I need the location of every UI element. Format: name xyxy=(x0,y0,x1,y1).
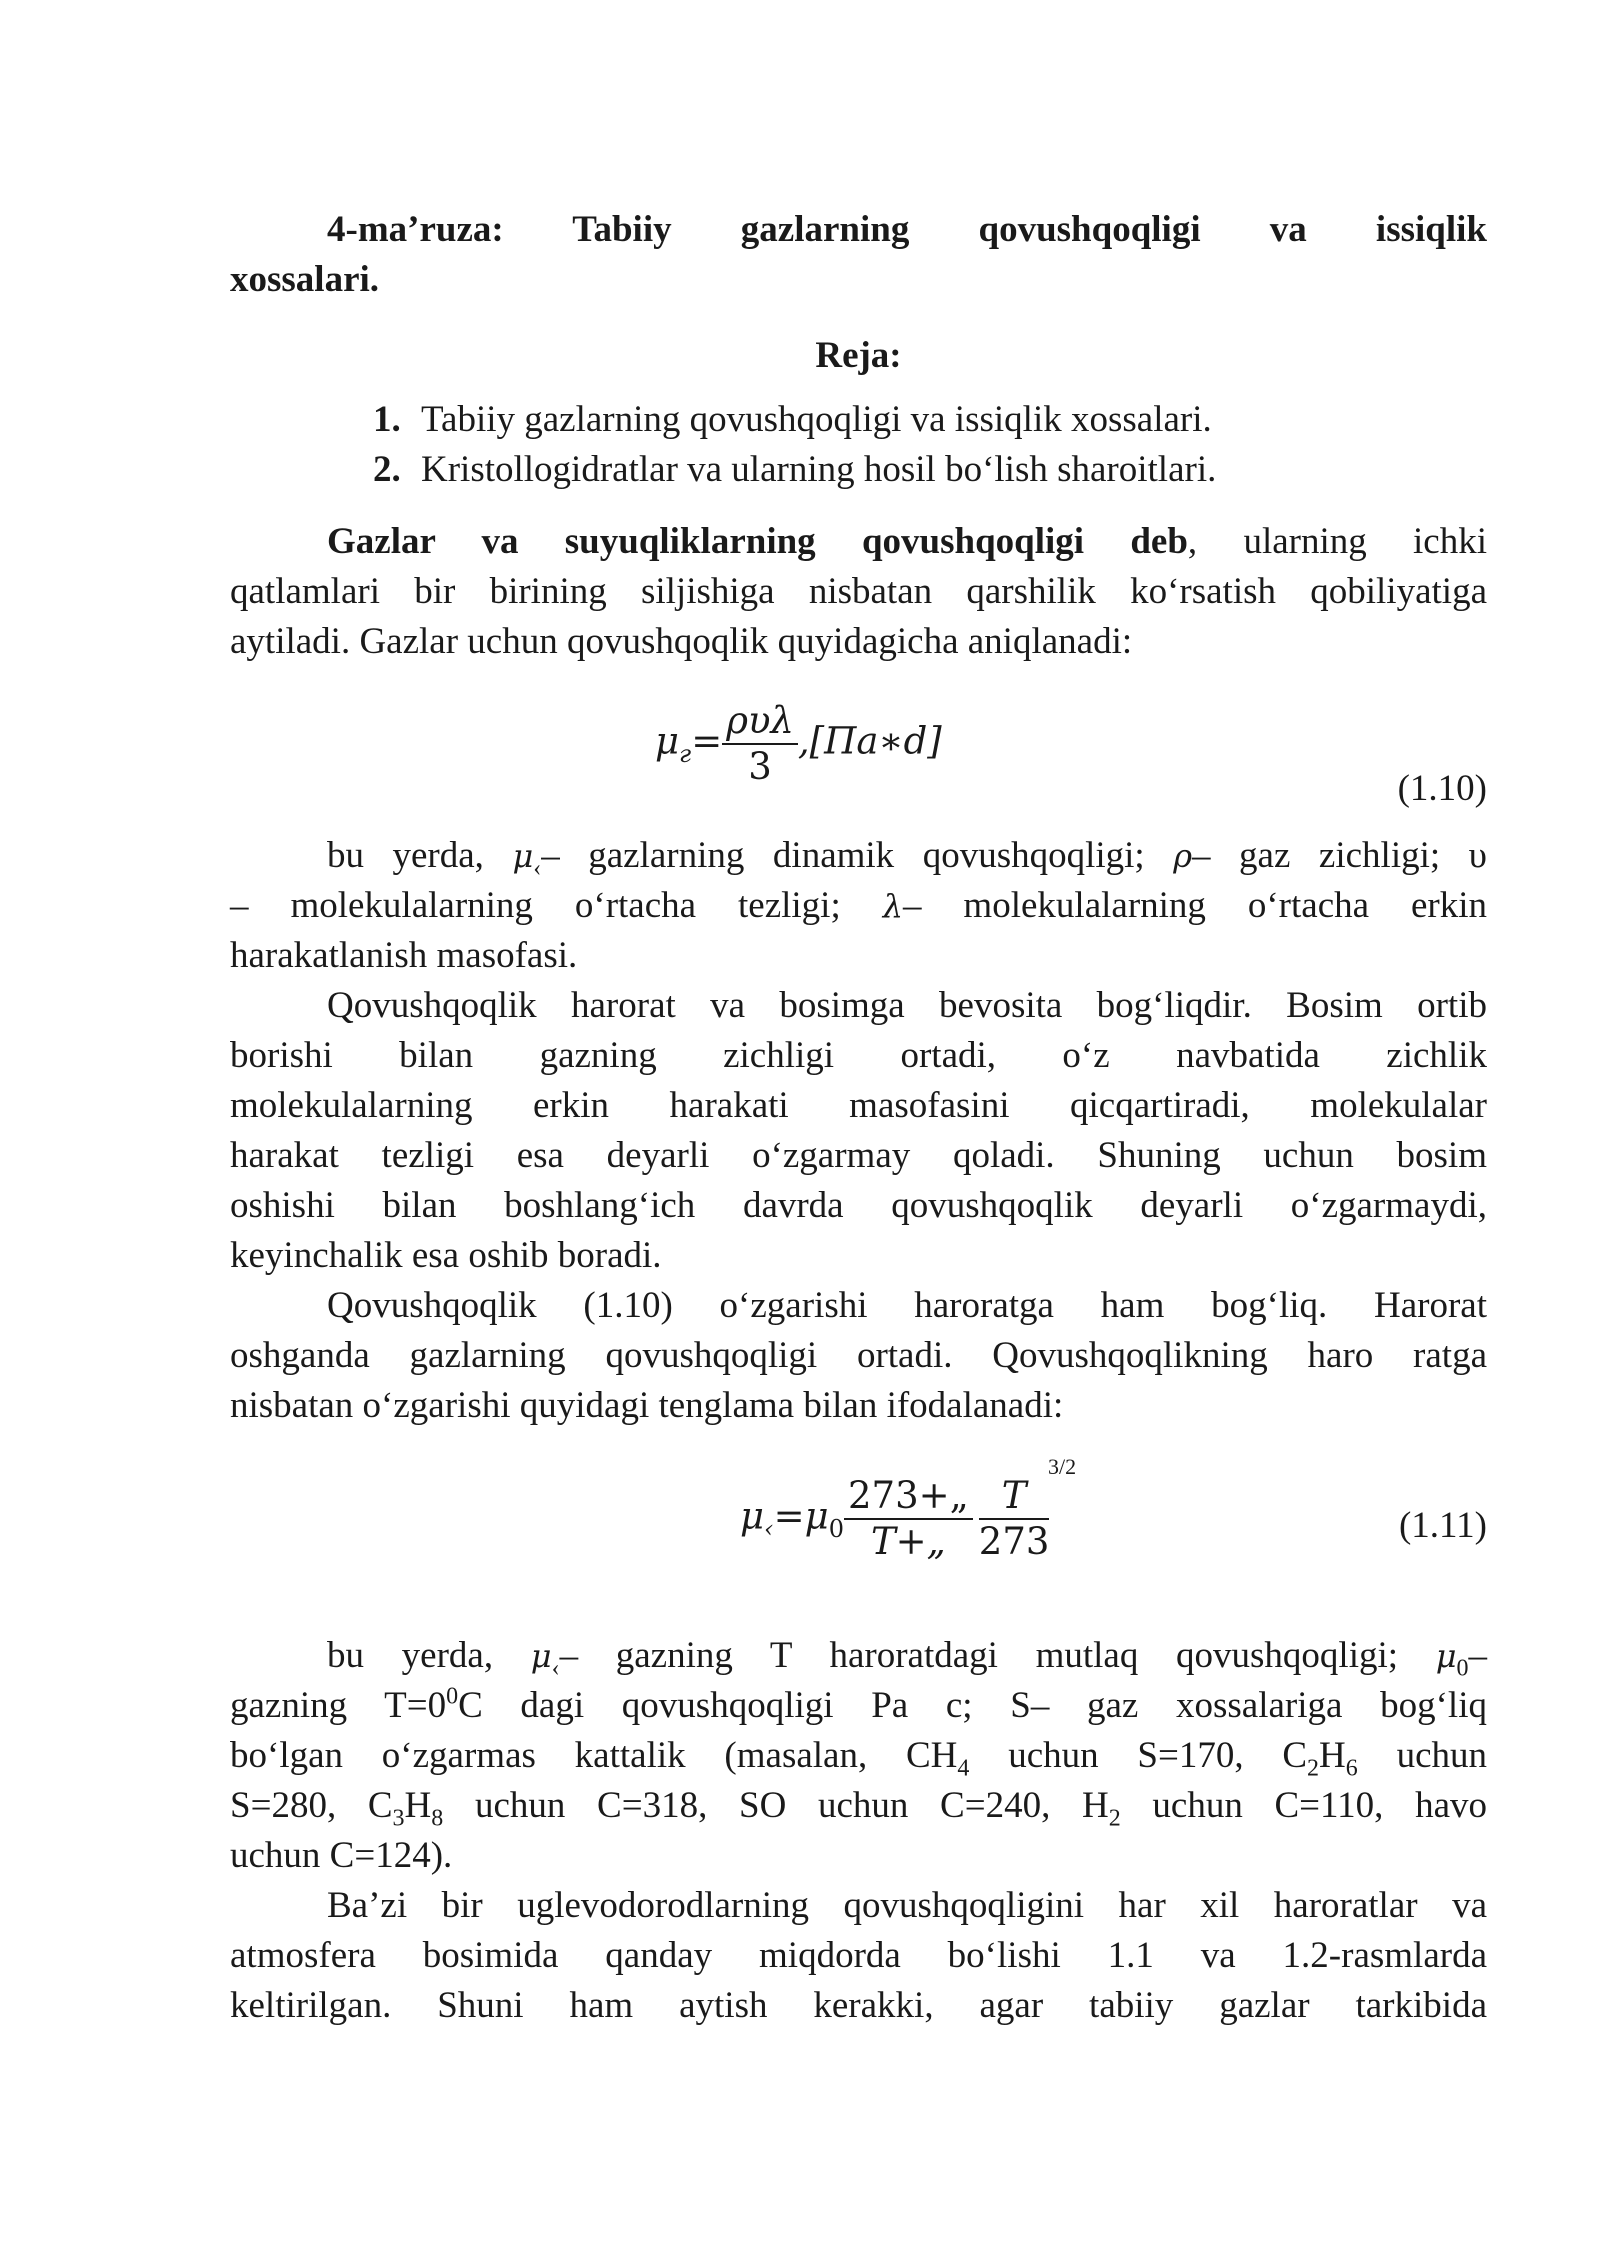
paragraph-line: – molekulalarning o‘rtacha tezligi; λ– molekulalarning o‘rtacha erkin xyxy=(230,885,1488,926)
paragraph-line: harakat tezligi esa deyarli o‘zgarmay qoladi. Shuning uchun bosim xyxy=(230,1135,1487,1176)
formula-expression: $\mu_г=$ $\frac{\text{ρυλ}}{3}$ ,[Па∗d] xyxy=(655,699,942,788)
formula-fraction: $\frac{\text{ρυλ}}{3}$ xyxy=(722,699,798,789)
paragraph-line: nisbatan o‘zgarishi quyidagi tenglama bilan ifodalanadi: xyxy=(230,1385,1064,1426)
paragraph-line: atmosfera bosimida qanday miqdorda bo‘lishi 1.1 va 1.2-rasmlarda xyxy=(230,1935,1487,1976)
paragraph-line: uchun C=124). xyxy=(230,1835,453,1876)
paragraph-pressure-dependence xyxy=(230,981,1487,1281)
lecture-content xyxy=(230,205,1487,2031)
paragraph-formula-1-11-legend xyxy=(230,1631,1487,1881)
plan-item-text: Tabiiy gazlarning qovushqoqligi va issiqlik xossalari. xyxy=(421,399,1212,440)
paragraph-line: Gazlar va suyuqliklarning qovushqoqligi deb, ularning ichki xyxy=(327,521,1487,562)
paragraph-hydrocarbon-viscosity xyxy=(230,1881,1487,2031)
plan-item-1 xyxy=(373,395,1487,445)
paragraph-line: bo‘lgan o‘zgarmas kattalik (masalan, $CH_4$ uchun S=170, $C_2H_6$ uchun xyxy=(230,1735,1487,1782)
plan-heading: Reja: xyxy=(815,335,902,376)
paragraph-line: Qovushqoqlik harorat va bosimga bevosita bog‘liqdir. Bosim ortib xyxy=(327,985,1487,1026)
paragraph-line: oshganda gazlarning qovushqoqligi ortadi. Qovushqoqlikning haro ratga xyxy=(230,1335,1487,1376)
paragraph-line: keltirilgan. Shuni ham aytish kerakki, agar tabiiy gazlar tarkibida xyxy=(230,1985,1487,2026)
paragraph-temperature-dependence xyxy=(230,1281,1487,1431)
paragraph-line: bu yerda, $\mu_‹-$ gazlarning dinamik qovushqoqligi; ρ– gaz zichligi; υ xyxy=(327,835,1487,882)
formula-fraction: $\frac{T}{273}$ xyxy=(978,1474,1050,1563)
paragraph-line: gazning $T=0^0C$ dagi qovushqoqligi Pa c; S– gaz xossalariga bog‘liq xyxy=(230,1683,1487,1726)
plan-item-number: 2. xyxy=(373,449,401,490)
paragraph-line: qatlamlari bir birining siljishiga nisbatan qarshilik ko‘rsatish qobiliyatiga xyxy=(230,571,1487,612)
bold-term: Gazlar va suyuqliklarning qovushqoqligi deb xyxy=(327,521,1188,562)
formula-expression: $\mu_‹=\mu_0$ $\frac{273+„}{T+„}$ $\frac{T}{273}$ xyxy=(740,1474,1050,1563)
paragraph-line: borishi bilan gazning zichligi ortadi, o‘z navbatida zichlik xyxy=(230,1035,1487,1076)
plan-item-2 xyxy=(373,445,1487,495)
paragraph-line: aytiladi. Gazlar uchun qovushqoqlik quyidagicha aniqlanadi: xyxy=(230,621,1133,662)
plan-item-text: Kristollogidratlar va ularning hosil bo‘lish sharoitlari. xyxy=(421,449,1217,490)
paragraph-viscosity-definition xyxy=(230,517,1487,667)
paragraph-formula-1-10-legend xyxy=(230,831,1487,981)
equation-number: (1.11) xyxy=(1398,1505,1487,1546)
paragraph-line: molekulalarning erkin harakati masofasini qicqartiradi, molekulalar xyxy=(230,1085,1487,1126)
equation-number: (1.10) xyxy=(1397,768,1487,809)
paragraph-line: bu yerda, $\mu_‹-$ gazning T haroratdagi mutlaq qovushqoqligi; $\mu_0-$ xyxy=(327,1635,1488,1682)
formula-1-10 xyxy=(230,681,1487,831)
paragraph-line: keyinchalik esa oshib boradi. xyxy=(230,1235,662,1276)
formula-1-11 xyxy=(230,1436,1487,1631)
lecture-title-line-1: 4-ma’ruza: Tabiiy gazlarning qovushqoqligi va issiqlik xyxy=(327,209,1487,250)
paragraph-line: harakatlanish masofasi. xyxy=(230,935,578,976)
formula-fraction: $\frac{273+„}{T+„}$ xyxy=(844,1474,973,1564)
paragraph-line: S=280, $C_3H_8$ uchun C=318, SO uchun C=240, $H_2$ uchun C=110, havo xyxy=(230,1785,1487,1832)
paragraph-line: Ba’zi bir uglevodorodlarning qovushqoqligini har xil haroratlar va xyxy=(327,1885,1487,1926)
plan-item-number: 1. xyxy=(373,399,401,440)
formula-exponent: 3/2 xyxy=(1048,1454,1077,1479)
plan-list xyxy=(230,395,1487,495)
lecture-title-line-2: xossalari. xyxy=(230,259,380,300)
paragraph-line: Qovushqoqlik (1.10) o‘zgarishi haroratga ham bog‘liq. Harorat xyxy=(327,1285,1487,1326)
paragraph-line: oshishi bilan boshlang‘ich davrda qovushqoqlik deyarli o‘zgarmaydi, xyxy=(230,1185,1487,1226)
